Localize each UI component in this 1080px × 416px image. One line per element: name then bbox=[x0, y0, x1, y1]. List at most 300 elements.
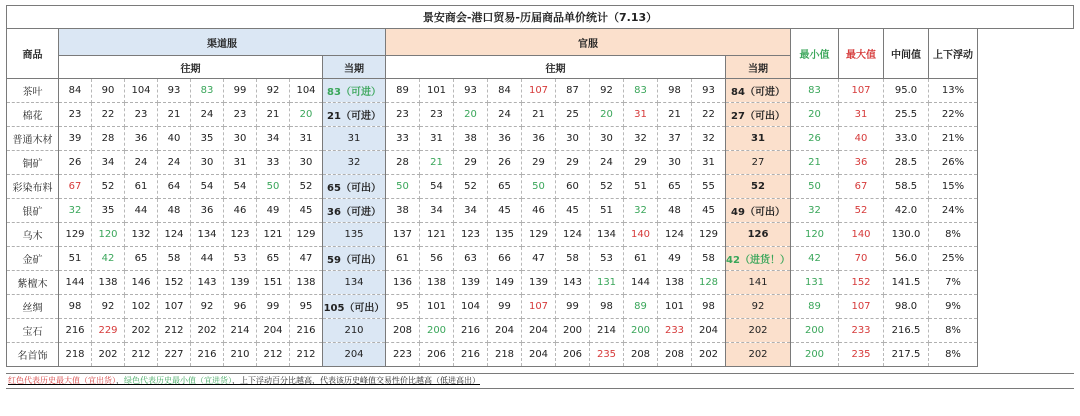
min-price-cell: 120 bbox=[791, 223, 839, 247]
item-name-cell: 丝绸 bbox=[7, 295, 59, 319]
float-percent-cell: 8% bbox=[929, 319, 978, 343]
median-price-cell: 56.0 bbox=[884, 247, 929, 271]
item-name-cell: 铜矿 bbox=[7, 151, 59, 175]
official-past-price-cell: 216 bbox=[454, 319, 488, 343]
channel-past-price-cell: 51 bbox=[59, 247, 92, 271]
official-past-price-cell: 29 bbox=[454, 151, 488, 175]
official-past-price-cell: 204 bbox=[522, 319, 556, 343]
channel-past-price-cell: 210 bbox=[224, 343, 257, 367]
official-past-price-cell: 139 bbox=[454, 271, 488, 295]
official-past-price-cell: 30 bbox=[590, 127, 624, 151]
official-past-price-cell: 24 bbox=[590, 151, 624, 175]
channel-past-price-cell: 24 bbox=[125, 151, 158, 175]
min-price-cell: 83 bbox=[791, 79, 839, 103]
official-current-price-cell: 31 bbox=[726, 127, 791, 151]
table-row bbox=[7, 223, 1074, 247]
official-past-price-cell: 32 bbox=[624, 127, 658, 151]
channel-past-price-cell: 39 bbox=[59, 127, 92, 151]
official-past-price-cell: 136 bbox=[386, 271, 420, 295]
official-past-price-cell: 51 bbox=[624, 175, 658, 199]
official-current-price-cell: 27 bbox=[726, 151, 791, 175]
official-past-price-cell: 61 bbox=[624, 247, 658, 271]
official-past-price-cell: 233 bbox=[658, 319, 692, 343]
float-percent-cell: 26% bbox=[929, 151, 978, 175]
channel-past-price-cell: 35 bbox=[92, 199, 125, 223]
channel-past-price-cell: 216 bbox=[191, 343, 224, 367]
channel-past-price-cell: 212 bbox=[158, 319, 191, 343]
channel-past-price-cell: 30 bbox=[191, 151, 224, 175]
channel-past-price-cell: 58 bbox=[158, 247, 191, 271]
item-name-cell: 棉花 bbox=[7, 103, 59, 127]
channel-past-price-cell: 92 bbox=[257, 79, 290, 103]
channel-past-price-cell: 53 bbox=[224, 247, 257, 271]
channel-past-price-cell: 61 bbox=[125, 175, 158, 199]
official-past-price-cell: 204 bbox=[488, 319, 522, 343]
item-name-cell: 金矿 bbox=[7, 247, 59, 271]
footnote-float-note: 上下浮动百分比越高，代表该历史峰值交易性价比越高（低进高出） bbox=[240, 376, 480, 385]
median-price-cell: 28.5 bbox=[884, 151, 929, 175]
channel-past-price-cell: 152 bbox=[158, 271, 191, 295]
item-name-cell: 彩染布料 bbox=[7, 175, 59, 199]
header-channel-past: 往期 bbox=[59, 56, 323, 79]
item-name-cell: 银矿 bbox=[7, 199, 59, 223]
channel-past-price-cell: 204 bbox=[257, 319, 290, 343]
median-price-cell: 58.5 bbox=[884, 175, 929, 199]
official-past-price-cell: 123 bbox=[454, 223, 488, 247]
max-price-cell: 67 bbox=[839, 175, 884, 199]
official-past-price-cell: 129 bbox=[692, 223, 726, 247]
official-past-price-cell: 48 bbox=[658, 199, 692, 223]
channel-past-price-cell: 35 bbox=[191, 127, 224, 151]
channel-past-price-cell: 107 bbox=[158, 295, 191, 319]
official-current-price-cell: 202 bbox=[726, 343, 791, 367]
max-price-cell: 233 bbox=[839, 319, 884, 343]
official-past-price-cell: 107 bbox=[522, 295, 556, 319]
official-past-price-cell: 38 bbox=[386, 199, 420, 223]
channel-past-price-cell: 212 bbox=[290, 343, 323, 367]
channel-past-price-cell: 65 bbox=[125, 247, 158, 271]
max-price-cell: 140 bbox=[839, 223, 884, 247]
official-current-price-cell: 49（可出） bbox=[726, 199, 791, 223]
channel-past-price-cell: 21 bbox=[257, 103, 290, 127]
channel-current-price-cell: 31 bbox=[323, 127, 386, 151]
official-past-price-cell: 235 bbox=[590, 343, 624, 367]
official-past-price-cell: 21 bbox=[420, 151, 454, 175]
official-past-price-cell: 21 bbox=[658, 103, 692, 127]
channel-past-price-cell: 202 bbox=[125, 319, 158, 343]
official-past-price-cell: 95 bbox=[386, 295, 420, 319]
table-row bbox=[7, 319, 1074, 343]
table-row bbox=[7, 151, 1074, 175]
official-past-price-cell: 223 bbox=[386, 343, 420, 367]
channel-past-price-cell: 92 bbox=[92, 295, 125, 319]
float-percent-cell: 9% bbox=[929, 295, 978, 319]
official-current-price-cell: 92 bbox=[726, 295, 791, 319]
item-name-cell: 乌木 bbox=[7, 223, 59, 247]
channel-past-price-cell: 26 bbox=[59, 151, 92, 175]
official-past-price-cell: 92 bbox=[590, 79, 624, 103]
official-current-price-cell: 141 bbox=[726, 271, 791, 295]
official-past-price-cell: 32 bbox=[692, 127, 726, 151]
header-official-current: 当期 bbox=[726, 56, 791, 79]
max-price-cell: 36 bbox=[839, 151, 884, 175]
channel-current-price-cell: 32 bbox=[323, 151, 386, 175]
official-past-price-cell: 93 bbox=[454, 79, 488, 103]
official-past-price-cell: 121 bbox=[420, 223, 454, 247]
official-past-price-cell: 218 bbox=[488, 343, 522, 367]
median-price-cell: 98.0 bbox=[884, 295, 929, 319]
official-past-price-cell: 58 bbox=[556, 247, 590, 271]
official-current-price-cell: 84（可进） bbox=[726, 79, 791, 103]
channel-past-price-cell: 23 bbox=[125, 103, 158, 127]
channel-past-price-cell: 129 bbox=[290, 223, 323, 247]
max-price-cell: 70 bbox=[839, 247, 884, 271]
channel-past-price-cell: 44 bbox=[191, 247, 224, 271]
official-past-price-cell: 202 bbox=[692, 343, 726, 367]
official-past-price-cell: 20 bbox=[590, 103, 624, 127]
official-past-price-cell: 89 bbox=[624, 295, 658, 319]
official-past-price-cell: 99 bbox=[556, 295, 590, 319]
median-price-cell: 33.0 bbox=[884, 127, 929, 151]
float-percent-cell: 7% bbox=[929, 271, 978, 295]
header-channel-current: 当期 bbox=[323, 56, 386, 79]
table-row bbox=[7, 127, 1074, 151]
channel-past-price-cell: 50 bbox=[257, 175, 290, 199]
official-past-price-cell: 29 bbox=[624, 151, 658, 175]
official-past-price-cell: 208 bbox=[386, 319, 420, 343]
float-percent-cell: 21% bbox=[929, 127, 978, 151]
channel-past-price-cell: 134 bbox=[191, 223, 224, 247]
channel-current-price-cell: 134 bbox=[323, 271, 386, 295]
channel-current-price-cell: 59（可出） bbox=[323, 247, 386, 271]
channel-past-price-cell: 120 bbox=[92, 223, 125, 247]
official-past-price-cell: 204 bbox=[522, 343, 556, 367]
official-current-price-cell: 202 bbox=[726, 319, 791, 343]
official-past-price-cell: 101 bbox=[420, 79, 454, 103]
min-price-cell: 32 bbox=[791, 199, 839, 223]
official-past-price-cell: 33 bbox=[386, 127, 420, 151]
official-past-price-cell: 26 bbox=[488, 151, 522, 175]
channel-current-price-cell: 135 bbox=[323, 223, 386, 247]
channel-past-price-cell: 151 bbox=[257, 271, 290, 295]
min-price-cell: 50 bbox=[791, 175, 839, 199]
channel-past-price-cell: 212 bbox=[257, 343, 290, 367]
official-past-price-cell: 52 bbox=[590, 175, 624, 199]
footnote-separator: ， bbox=[232, 376, 240, 385]
footnote-red-note: 红色代表历史最大值（宜出货） bbox=[8, 376, 116, 385]
official-past-price-cell: 138 bbox=[420, 271, 454, 295]
official-past-price-cell: 139 bbox=[522, 271, 556, 295]
table-row bbox=[7, 199, 1074, 223]
median-price-cell: 25.5 bbox=[884, 103, 929, 127]
footnote bbox=[6, 373, 1074, 389]
table-row bbox=[7, 271, 1074, 295]
channel-past-price-cell: 31 bbox=[224, 151, 257, 175]
max-price-cell: 107 bbox=[839, 79, 884, 103]
official-past-price-cell: 45 bbox=[488, 199, 522, 223]
official-past-price-cell: 58 bbox=[692, 247, 726, 271]
official-past-price-cell: 140 bbox=[624, 223, 658, 247]
channel-past-price-cell: 104 bbox=[125, 79, 158, 103]
official-past-price-cell: 137 bbox=[386, 223, 420, 247]
official-past-price-cell: 52 bbox=[454, 175, 488, 199]
channel-past-price-cell: 54 bbox=[191, 175, 224, 199]
header-median: 中间值 bbox=[884, 29, 929, 79]
channel-past-price-cell: 138 bbox=[290, 271, 323, 295]
channel-past-price-cell: 95 bbox=[290, 295, 323, 319]
official-past-price-cell: 65 bbox=[488, 175, 522, 199]
channel-past-price-cell: 139 bbox=[224, 271, 257, 295]
max-price-cell: 40 bbox=[839, 127, 884, 151]
channel-current-price-cell: 210 bbox=[323, 319, 386, 343]
channel-current-price-cell: 65（可出） bbox=[323, 175, 386, 199]
official-past-price-cell: 36 bbox=[488, 127, 522, 151]
header-channel-server: 渠道服 bbox=[59, 29, 386, 56]
min-price-cell: 42 bbox=[791, 247, 839, 271]
channel-past-price-cell: 92 bbox=[191, 295, 224, 319]
official-current-price-cell: 42（进货！） bbox=[726, 247, 791, 271]
official-current-price-cell: 52 bbox=[726, 175, 791, 199]
max-price-cell: 31 bbox=[839, 103, 884, 127]
official-past-price-cell: 208 bbox=[624, 343, 658, 367]
channel-past-price-cell: 65 bbox=[257, 247, 290, 271]
official-current-price-cell: 27（可出） bbox=[726, 103, 791, 127]
channel-past-price-cell: 90 bbox=[92, 79, 125, 103]
item-name-cell: 普通木材 bbox=[7, 127, 59, 151]
channel-past-price-cell: 96 bbox=[224, 295, 257, 319]
official-past-price-cell: 34 bbox=[454, 199, 488, 223]
official-past-price-cell: 34 bbox=[420, 199, 454, 223]
channel-past-price-cell: 67 bbox=[59, 175, 92, 199]
channel-current-price-cell: 204 bbox=[323, 343, 386, 367]
float-percent-cell: 8% bbox=[929, 223, 978, 247]
channel-past-price-cell: 214 bbox=[224, 319, 257, 343]
official-past-price-cell: 128 bbox=[692, 271, 726, 295]
channel-past-price-cell: 30 bbox=[290, 151, 323, 175]
channel-past-price-cell: 33 bbox=[257, 151, 290, 175]
channel-past-price-cell: 64 bbox=[158, 175, 191, 199]
official-past-price-cell: 98 bbox=[590, 295, 624, 319]
channel-past-price-cell: 40 bbox=[158, 127, 191, 151]
official-past-price-cell: 61 bbox=[386, 247, 420, 271]
channel-past-price-cell: 24 bbox=[158, 151, 191, 175]
header-min: 最小值 bbox=[791, 29, 839, 79]
official-past-price-cell: 37 bbox=[658, 127, 692, 151]
median-price-cell: 42.0 bbox=[884, 199, 929, 223]
price-table bbox=[6, 5, 1074, 367]
float-percent-cell: 13% bbox=[929, 79, 978, 103]
float-percent-cell: 15% bbox=[929, 175, 978, 199]
channel-past-price-cell: 216 bbox=[290, 319, 323, 343]
channel-past-price-cell: 32 bbox=[59, 199, 92, 223]
channel-past-price-cell: 52 bbox=[290, 175, 323, 199]
channel-past-price-cell: 93 bbox=[158, 79, 191, 103]
max-price-cell: 107 bbox=[839, 295, 884, 319]
official-past-price-cell: 23 bbox=[420, 103, 454, 127]
channel-past-price-cell: 121 bbox=[257, 223, 290, 247]
median-price-cell: 141.5 bbox=[884, 271, 929, 295]
channel-past-price-cell: 22 bbox=[92, 103, 125, 127]
min-price-cell: 200 bbox=[791, 319, 839, 343]
channel-past-price-cell: 31 bbox=[290, 127, 323, 151]
price-table-sheet bbox=[6, 5, 1074, 389]
channel-past-price-cell: 123 bbox=[224, 223, 257, 247]
table-row bbox=[7, 295, 1074, 319]
official-past-price-cell: 124 bbox=[658, 223, 692, 247]
official-past-price-cell: 87 bbox=[556, 79, 590, 103]
official-past-price-cell: 124 bbox=[556, 223, 590, 247]
official-past-price-cell: 104 bbox=[454, 295, 488, 319]
official-past-price-cell: 60 bbox=[556, 175, 590, 199]
official-past-price-cell: 143 bbox=[556, 271, 590, 295]
item-name-cell: 紫檀木 bbox=[7, 271, 59, 295]
median-price-cell: 216.5 bbox=[884, 319, 929, 343]
official-past-price-cell: 134 bbox=[590, 223, 624, 247]
float-percent-cell: 25% bbox=[929, 247, 978, 271]
official-past-price-cell: 23 bbox=[386, 103, 420, 127]
footnote-separator: ， bbox=[116, 376, 124, 385]
channel-past-price-cell: 202 bbox=[92, 343, 125, 367]
channel-past-price-cell: 42 bbox=[92, 247, 125, 271]
channel-past-price-cell: 23 bbox=[59, 103, 92, 127]
official-past-price-cell: 129 bbox=[522, 223, 556, 247]
table-row bbox=[7, 103, 1074, 127]
official-past-price-cell: 98 bbox=[658, 79, 692, 103]
official-past-price-cell: 55 bbox=[692, 175, 726, 199]
item-name-cell: 茶叶 bbox=[7, 79, 59, 103]
float-percent-cell: 8% bbox=[929, 343, 978, 367]
channel-past-price-cell: 132 bbox=[125, 223, 158, 247]
channel-past-price-cell: 229 bbox=[92, 319, 125, 343]
channel-current-price-cell: 21（可进） bbox=[323, 103, 386, 127]
official-past-price-cell: 31 bbox=[692, 151, 726, 175]
official-past-price-cell: 200 bbox=[556, 319, 590, 343]
channel-past-price-cell: 99 bbox=[257, 295, 290, 319]
channel-past-price-cell: 28 bbox=[92, 127, 125, 151]
min-price-cell: 21 bbox=[791, 151, 839, 175]
channel-past-price-cell: 49 bbox=[257, 199, 290, 223]
channel-past-price-cell: 20 bbox=[290, 103, 323, 127]
official-past-price-cell: 135 bbox=[488, 223, 522, 247]
channel-past-price-cell: 216 bbox=[59, 319, 92, 343]
official-past-price-cell: 84 bbox=[488, 79, 522, 103]
header-max: 最大值 bbox=[839, 29, 884, 79]
official-current-price-cell: 126 bbox=[726, 223, 791, 247]
channel-past-price-cell: 48 bbox=[158, 199, 191, 223]
channel-past-price-cell: 102 bbox=[125, 295, 158, 319]
channel-past-price-cell: 34 bbox=[92, 151, 125, 175]
official-past-price-cell: 20 bbox=[454, 103, 488, 127]
item-name-cell: 名首饰 bbox=[7, 343, 59, 367]
table-body bbox=[7, 79, 1074, 367]
official-past-price-cell: 53 bbox=[590, 247, 624, 271]
official-past-price-cell: 131 bbox=[590, 271, 624, 295]
channel-past-price-cell: 36 bbox=[125, 127, 158, 151]
official-past-price-cell: 22 bbox=[692, 103, 726, 127]
channel-past-price-cell: 52 bbox=[92, 175, 125, 199]
channel-past-price-cell: 146 bbox=[125, 271, 158, 295]
official-past-price-cell: 200 bbox=[624, 319, 658, 343]
official-past-price-cell: 93 bbox=[692, 79, 726, 103]
official-past-price-cell: 99 bbox=[488, 295, 522, 319]
channel-past-price-cell: 104 bbox=[290, 79, 323, 103]
channel-past-price-cell: 227 bbox=[158, 343, 191, 367]
float-percent-cell: 22% bbox=[929, 103, 978, 127]
min-price-cell: 20 bbox=[791, 103, 839, 127]
official-past-price-cell: 144 bbox=[624, 271, 658, 295]
median-price-cell: 95.0 bbox=[884, 79, 929, 103]
median-price-cell: 130.0 bbox=[884, 223, 929, 247]
table-row bbox=[7, 79, 1074, 103]
min-price-cell: 26 bbox=[791, 127, 839, 151]
channel-past-price-cell: 21 bbox=[158, 103, 191, 127]
channel-past-price-cell: 36 bbox=[191, 199, 224, 223]
official-past-price-cell: 50 bbox=[386, 175, 420, 199]
official-past-price-cell: 21 bbox=[522, 103, 556, 127]
official-past-price-cell: 200 bbox=[420, 319, 454, 343]
min-price-cell: 200 bbox=[791, 343, 839, 367]
official-past-price-cell: 24 bbox=[488, 103, 522, 127]
channel-past-price-cell: 212 bbox=[125, 343, 158, 367]
official-past-price-cell: 47 bbox=[522, 247, 556, 271]
channel-past-price-cell: 143 bbox=[191, 271, 224, 295]
header-official-server: 官服 bbox=[386, 29, 791, 56]
header-item: 商品 bbox=[7, 29, 59, 79]
footnote-green-note: 绿色代表历史最小值（宜进货） bbox=[124, 376, 232, 385]
channel-past-price-cell: 144 bbox=[59, 271, 92, 295]
official-past-price-cell: 36 bbox=[522, 127, 556, 151]
header-official-past: 往期 bbox=[386, 56, 726, 79]
official-past-price-cell: 98 bbox=[692, 295, 726, 319]
official-past-price-cell: 29 bbox=[522, 151, 556, 175]
channel-past-price-cell: 98 bbox=[59, 295, 92, 319]
official-past-price-cell: 63 bbox=[454, 247, 488, 271]
table-row bbox=[7, 343, 1074, 367]
channel-past-price-cell: 83 bbox=[191, 79, 224, 103]
official-past-price-cell: 149 bbox=[488, 271, 522, 295]
official-past-price-cell: 208 bbox=[658, 343, 692, 367]
official-past-price-cell: 46 bbox=[522, 199, 556, 223]
official-past-price-cell: 56 bbox=[420, 247, 454, 271]
official-past-price-cell: 101 bbox=[420, 295, 454, 319]
channel-past-price-cell: 202 bbox=[191, 319, 224, 343]
official-past-price-cell: 206 bbox=[556, 343, 590, 367]
channel-current-price-cell: 36（可进） bbox=[323, 199, 386, 223]
channel-past-price-cell: 138 bbox=[92, 271, 125, 295]
channel-past-price-cell: 129 bbox=[59, 223, 92, 247]
official-past-price-cell: 31 bbox=[624, 103, 658, 127]
max-price-cell: 152 bbox=[839, 271, 884, 295]
official-past-price-cell: 29 bbox=[556, 151, 590, 175]
official-past-price-cell: 51 bbox=[590, 199, 624, 223]
channel-past-price-cell: 124 bbox=[158, 223, 191, 247]
official-past-price-cell: 30 bbox=[556, 127, 590, 151]
min-price-cell: 131 bbox=[791, 271, 839, 295]
channel-past-price-cell: 34 bbox=[257, 127, 290, 151]
channel-past-price-cell: 47 bbox=[290, 247, 323, 271]
official-past-price-cell: 107 bbox=[522, 79, 556, 103]
float-percent-cell: 24% bbox=[929, 199, 978, 223]
median-price-cell: 217.5 bbox=[884, 343, 929, 367]
official-past-price-cell: 204 bbox=[692, 319, 726, 343]
table-title: 景安商会-港口贸易-历届商品单价统计（7.13） bbox=[7, 6, 1074, 29]
official-past-price-cell: 83 bbox=[624, 79, 658, 103]
official-past-price-cell: 49 bbox=[658, 247, 692, 271]
official-past-price-cell: 89 bbox=[386, 79, 420, 103]
channel-past-price-cell: 30 bbox=[224, 127, 257, 151]
channel-current-price-cell: 83（可进） bbox=[323, 79, 386, 103]
official-past-price-cell: 45 bbox=[556, 199, 590, 223]
